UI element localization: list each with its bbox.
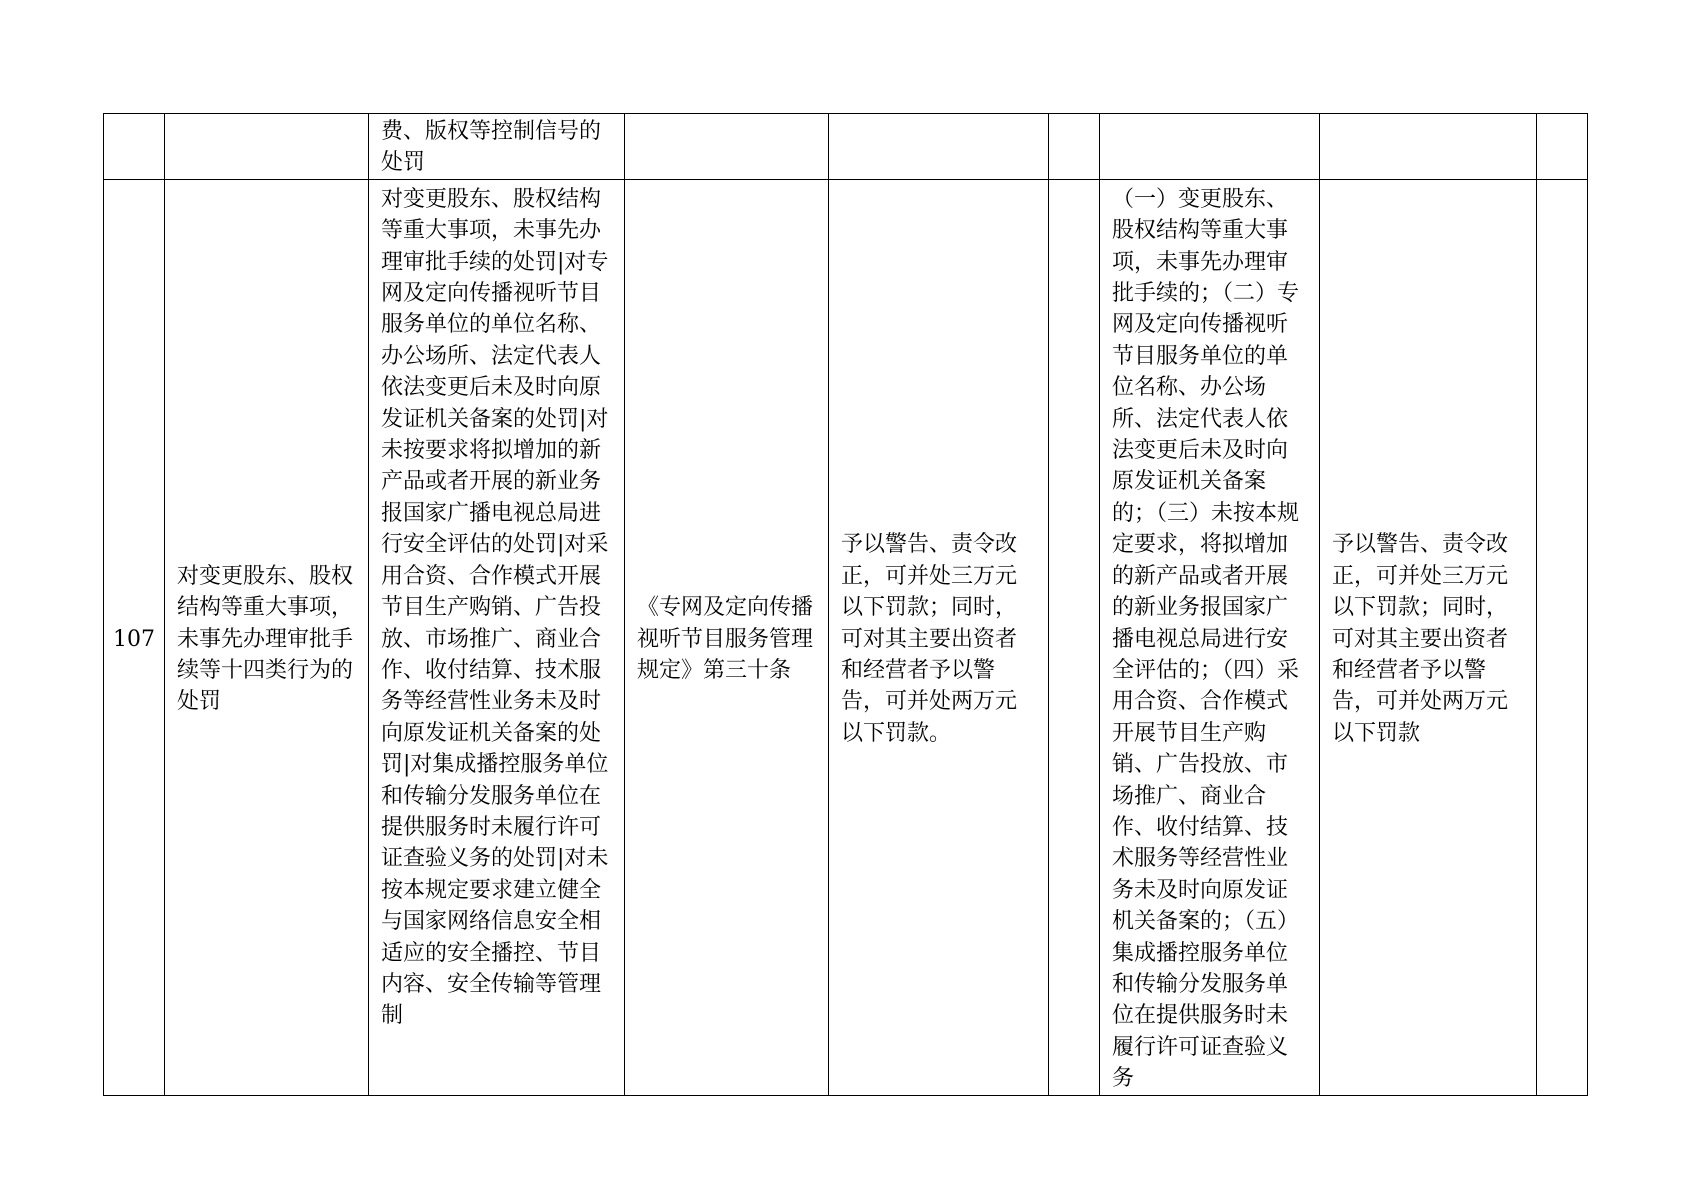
cell-penalty-empty [829, 114, 1049, 180]
cell-last-empty [1537, 114, 1588, 180]
cell-standard-empty [1320, 114, 1537, 180]
cell-narrow [1049, 179, 1100, 1095]
cell-standard: 予以警告、责令改正，可并处三万元以下罚款；同时，可对其主要出资者和经营者予以警告，可并处两万元以下罚款 [1320, 179, 1537, 1095]
cell-item-name-tail: 费、版权等控制信号的处罚 [369, 114, 625, 180]
cell-legal-basis-empty [625, 114, 829, 180]
cell-number: 107 [104, 179, 165, 1095]
cell-number-empty [104, 114, 165, 180]
cell-category-empty [165, 114, 369, 180]
table-row-continued [104, 114, 1588, 180]
cell-penalty: 予以警告、责令改正，可并处三万元以下罚款；同时，可对其主要出资者和经营者予以警告，可并处两万元以下罚款。 [829, 179, 1049, 1095]
cell-circumstances-empty [1100, 114, 1320, 180]
penalty-table [103, 113, 1588, 1096]
cell-item-name: 对变更股东、股权结构等重大事项，未事先办理审批手续的处罚|对专网及定向传播视听节目服务单位的单位名称、办公场所、法定代表人依法变更后未及时向原发证机关备案的处罚|对未按要求将拟增加的新产品或者开展的新业务报国家广播电视总局进行安全评估的处罚|对采用合资、合作模式开展节目生产购销、广告投放、市场推广、商业合作、收付结算、技术服务等经营性业务未及时向原发证机关备案的处罚|对集成播控服务单位和传输分发服务单位在提供服务时未履行许可证查验义务的处罚|对未按本规定要求建立健全与国家网络信息安全相适应的安全播控、节目内容、安全传输等管理制 [369, 179, 625, 1095]
cell-circumstances: （一）变更股东、股权结构等重大事项，未事先办理审批手续的；（二）专网及定向传播视听节目服务单位的单位名称、办公场所、法定代表人依法变更后未及时向原发证机关备案的；（三）未按本规定要求，将拟增加的新产品或者开展的新业务报国家广播电视总局进行安全评估的；（四）采用合资、合作模式开展节目生产购销、广告投放、市场推广、商业合作、收付结算、技术服务等经营性业务未及时向原发证机关备案的；（五）集成播控服务单位和传输分发服务单位在提供服务时未履行许可证查验义务 [1100, 179, 1320, 1095]
cell-narrow-empty [1049, 114, 1100, 180]
table-row-107 [104, 179, 1588, 1095]
cell-last [1537, 179, 1588, 1095]
cell-legal-basis: 《专网及定向传播视听节目服务管理规定》第三十条 [625, 179, 829, 1095]
cell-category: 对变更股东、股权结构等重大事项，未事先办理审批手续等十四类行为的处罚 [165, 179, 369, 1095]
